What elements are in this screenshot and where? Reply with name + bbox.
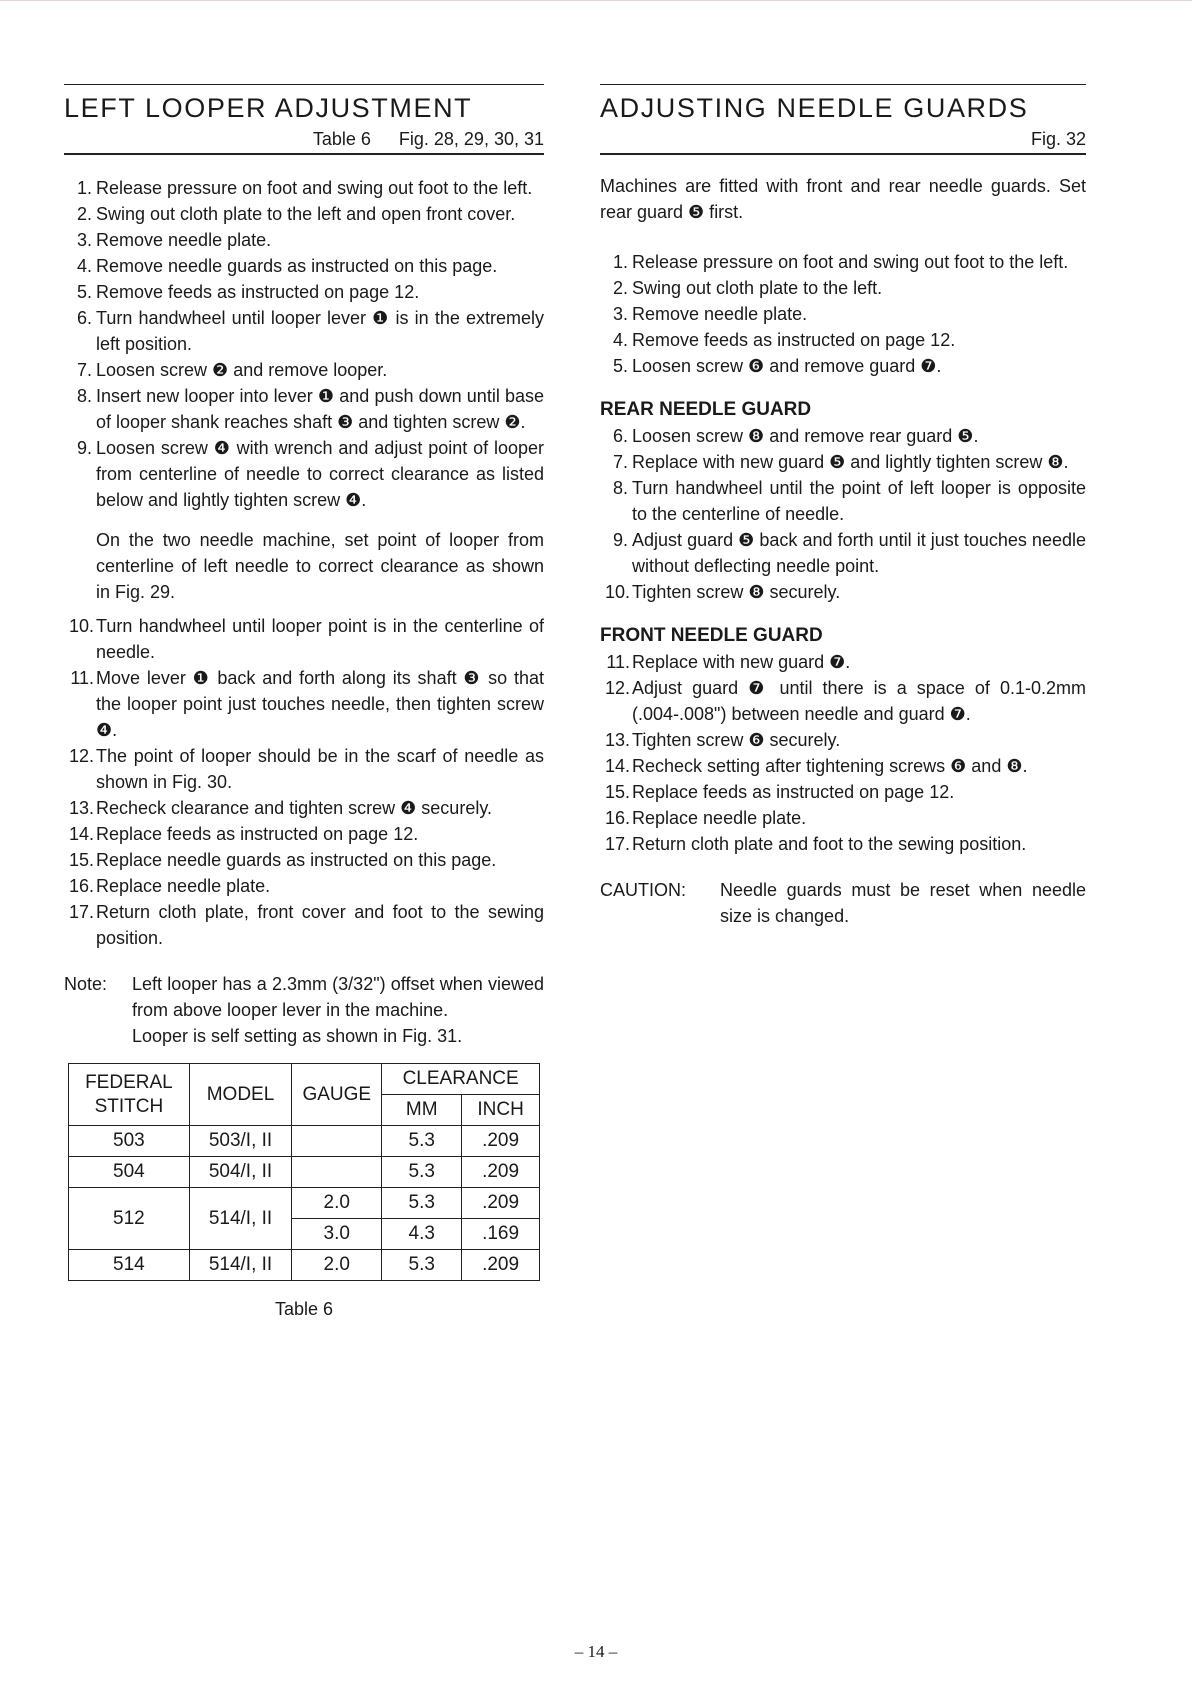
step-text: Adjust guard ❺ back and forth until it just touches needle without deflecting needle point. bbox=[632, 530, 1086, 576]
cell-mm: 5.3 bbox=[382, 1157, 462, 1188]
fig-ref: Fig. 32 bbox=[1030, 129, 1086, 149]
table-caption: Table 6 bbox=[274, 1299, 334, 1319]
cell-federal: 514 bbox=[69, 1250, 190, 1281]
step-text: Remove feeds as instructed on page 12. bbox=[96, 282, 420, 302]
step-number: 2. bbox=[76, 204, 92, 224]
step-item bbox=[600, 327, 1086, 353]
step-number: 17. bbox=[604, 834, 630, 854]
step-number: 14. bbox=[68, 824, 94, 844]
header-mm: MM bbox=[382, 1095, 462, 1126]
cell-model: 503/I, II bbox=[189, 1126, 291, 1157]
cell-mm: 5.3 bbox=[382, 1250, 462, 1281]
clearance-table bbox=[68, 1063, 540, 1281]
step-text: Loosen screw ❽ and remove rear guard ❺. bbox=[632, 426, 979, 446]
cell-gauge: 2.0 bbox=[292, 1188, 382, 1219]
step-number: 12. bbox=[604, 678, 630, 698]
step-text: Turn handwheel until looper lever ❶ is in the extremely left position. bbox=[96, 308, 544, 354]
step-number: 12. bbox=[68, 746, 94, 766]
step-item bbox=[600, 275, 1086, 301]
step-number: 2. bbox=[612, 278, 628, 298]
header-text: STITCH bbox=[94, 1095, 164, 1117]
step-item bbox=[64, 253, 544, 279]
step-text: Replace with new guard ❺ and lightly tighten screw ❽. bbox=[632, 452, 1069, 472]
step-item bbox=[600, 423, 1086, 449]
title-rule-top bbox=[64, 84, 544, 85]
table-ref: Table 6 bbox=[312, 129, 371, 149]
cell-mm: 5.3 bbox=[382, 1126, 462, 1157]
step-number: 8. bbox=[76, 386, 92, 406]
title-rule-bottom bbox=[64, 153, 544, 155]
caution-label: CAUTION: bbox=[600, 880, 687, 900]
step-item bbox=[64, 795, 544, 821]
step-number: 4. bbox=[76, 256, 92, 276]
cell-inch: .169 bbox=[462, 1219, 540, 1250]
step-number: 9. bbox=[612, 530, 628, 550]
cell-gauge: 2.0 bbox=[292, 1250, 382, 1281]
step-item bbox=[64, 847, 544, 873]
step-text: Turn handwheel until the point of left looper is opposite to the centerline of needle. bbox=[632, 478, 1086, 524]
cell-inch: .209 bbox=[462, 1250, 540, 1281]
section-title: LEFT LOOPER ADJUSTMENT bbox=[64, 93, 473, 123]
steps-list bbox=[600, 423, 1086, 605]
figure-reference bbox=[64, 129, 544, 149]
step-item bbox=[600, 675, 1086, 727]
step-number: 8. bbox=[612, 478, 628, 498]
step-text: Loosen screw ❷ and remove looper. bbox=[96, 360, 388, 380]
step-item bbox=[600, 805, 1086, 831]
step-text: Return cloth plate and foot to the sewing position. bbox=[632, 834, 1027, 854]
step-item bbox=[64, 435, 544, 513]
front-guard-heading: FRONT NEEDLE GUARD bbox=[600, 625, 823, 646]
needle-guards-section bbox=[600, 84, 1086, 929]
header-gauge: GAUGE bbox=[292, 1064, 382, 1126]
note-text: Left looper has a 2.3mm (3/32") offset when viewed from above looper lever in the machine. bbox=[132, 974, 544, 1020]
section-title: ADJUSTING NEEDLE GUARDS bbox=[600, 93, 1029, 123]
step-text: Adjust guard ❼ until there is a space of 0.1-0.2mm (.004-.008") between needle and guard ❼. bbox=[632, 678, 1086, 724]
cell-mm: 4.3 bbox=[382, 1219, 462, 1250]
step-number: 5. bbox=[76, 282, 92, 302]
step-text: Loosen screw ❹ with wrench and adjust point of looper from centerline of needle to correct clearance as listed below and lightly tighten screw ❹. bbox=[96, 438, 544, 510]
title-rule-bottom bbox=[600, 153, 1086, 155]
step-item bbox=[600, 649, 1086, 675]
step-item bbox=[600, 753, 1086, 779]
step-number: 11. bbox=[70, 668, 94, 688]
step-item bbox=[64, 201, 544, 227]
cell-federal: 512 bbox=[69, 1188, 190, 1250]
step-text: Remove needle plate. bbox=[96, 230, 272, 250]
note bbox=[64, 971, 544, 1049]
rear-guard-heading: REAR NEEDLE GUARD bbox=[600, 399, 812, 420]
figure-reference bbox=[600, 129, 1086, 149]
cell-federal: 504 bbox=[69, 1157, 190, 1188]
step-text: Replace feeds as instructed on page 12. bbox=[632, 782, 955, 802]
step-item bbox=[64, 175, 544, 201]
step-number: 3. bbox=[76, 230, 92, 250]
step-item bbox=[64, 383, 544, 435]
scan-edge bbox=[0, 0, 1192, 1]
step-text: Tighten screw ❻ securely. bbox=[632, 730, 841, 750]
cell-model: 514/I, II bbox=[189, 1188, 291, 1250]
cell-model: 504/I, II bbox=[189, 1157, 291, 1188]
step-text: Recheck setting after tightening screws ❻ and ❽. bbox=[632, 756, 1028, 776]
header-clearance: CLEARANCE bbox=[382, 1064, 540, 1095]
note-text: Looper is self setting as shown in Fig. 31. bbox=[132, 1026, 463, 1046]
two-needle-note: On the two needle machine, set point of looper from centerline of left needle to correct clearance as shown in Fig. 29. bbox=[96, 530, 544, 602]
step-number: 17. bbox=[68, 902, 94, 922]
step-text: Release pressure on foot and swing out foot to the left. bbox=[632, 252, 1069, 272]
table-row bbox=[69, 1188, 540, 1219]
left-looper-section bbox=[64, 84, 544, 1320]
step-number: 9. bbox=[76, 438, 92, 458]
caution-text: Needle guards must be reset when needle size is changed. bbox=[720, 880, 1086, 926]
step-item bbox=[64, 613, 544, 665]
step-text: Replace needle guards as instructed on this page. bbox=[96, 850, 497, 870]
step-item bbox=[600, 449, 1086, 475]
step-text: Swing out cloth plate to the left and open front cover. bbox=[96, 204, 516, 224]
step-item bbox=[64, 899, 544, 951]
header-federal-stitch bbox=[69, 1064, 190, 1126]
step-number: 16. bbox=[68, 876, 94, 896]
step-text: Remove needle plate. bbox=[632, 304, 808, 324]
step-number: 11. bbox=[606, 652, 630, 672]
step-item bbox=[64, 227, 544, 253]
step-number: 14. bbox=[604, 756, 630, 776]
caution bbox=[600, 877, 1086, 929]
note-label: Note: bbox=[64, 974, 108, 994]
step-item bbox=[64, 279, 544, 305]
step-number: 6. bbox=[612, 426, 628, 446]
step-text: Replace needle plate. bbox=[632, 808, 807, 828]
title-rule-top bbox=[600, 84, 1086, 85]
cell-gauge bbox=[292, 1126, 382, 1157]
step-item bbox=[64, 305, 544, 357]
step-text: The point of looper should be in the scarf of needle as shown in Fig. 30. bbox=[96, 746, 544, 792]
fig-ref: Fig. 28, 29, 30, 31 bbox=[398, 129, 544, 149]
step-text: Recheck clearance and tighten screw ❹ securely. bbox=[96, 798, 492, 818]
table-row bbox=[69, 1250, 540, 1281]
step-text: Loosen screw ❻ and remove guard ❼. bbox=[632, 356, 942, 376]
steps-list bbox=[600, 249, 1086, 379]
step-text: Replace with new guard ❼. bbox=[632, 652, 851, 672]
step-text: Remove feeds as instructed on page 12. bbox=[632, 330, 956, 350]
step-number: 4. bbox=[612, 330, 628, 350]
step-number: 1. bbox=[76, 178, 92, 198]
cell-gauge bbox=[292, 1157, 382, 1188]
step-number: 5. bbox=[612, 356, 628, 376]
table-row bbox=[69, 1126, 540, 1157]
step-number: 10. bbox=[68, 616, 94, 636]
step-item bbox=[64, 743, 544, 795]
cell-inch: .209 bbox=[462, 1126, 540, 1157]
step-text: Tighten screw ❽ securely. bbox=[632, 582, 841, 602]
step-text: Insert new looper into lever ❶ and push down until base of looper shank reaches shaft ❸ and tighten screw ❷. bbox=[96, 386, 544, 432]
step-item bbox=[64, 821, 544, 847]
cell-federal: 503 bbox=[69, 1126, 190, 1157]
step-item bbox=[600, 579, 1086, 605]
step-number: 7. bbox=[612, 452, 628, 472]
step-number: 10. bbox=[604, 582, 630, 602]
page-number: – 14 – bbox=[574, 1642, 618, 1661]
cell-inch: .209 bbox=[462, 1157, 540, 1188]
step-number: 1. bbox=[612, 252, 628, 272]
step-item bbox=[600, 353, 1086, 379]
header-text: FEDERAL bbox=[85, 1071, 173, 1093]
step-item bbox=[600, 727, 1086, 753]
step-number: 3. bbox=[612, 304, 628, 324]
step-text: Swing out cloth plate to the left. bbox=[632, 278, 883, 298]
step-number: 7. bbox=[76, 360, 92, 380]
step-number: 13. bbox=[68, 798, 94, 818]
step-text: Turn handwheel until looper point is in the centerline of needle. bbox=[96, 616, 544, 662]
step-item bbox=[600, 831, 1086, 857]
step-item bbox=[600, 475, 1086, 527]
step-text: Move lever ❶ back and forth along its shaft ❸ so that the looper point just touches needle, then tighten screw ❹. bbox=[96, 668, 544, 740]
step-number: 15. bbox=[68, 850, 94, 870]
cell-inch: .209 bbox=[462, 1188, 540, 1219]
intro-text: Machines are fitted with front and rear needle guards. Set rear guard ❺ first. bbox=[600, 176, 1086, 222]
step-item bbox=[64, 873, 544, 899]
step-item bbox=[600, 301, 1086, 327]
step-item bbox=[64, 357, 544, 383]
header-inch: INCH bbox=[462, 1095, 540, 1126]
cell-gauge: 3.0 bbox=[292, 1219, 382, 1250]
step-text: Release pressure on foot and swing out foot to the left. bbox=[96, 178, 533, 198]
step-number: 15. bbox=[604, 782, 630, 802]
step-item bbox=[64, 665, 544, 743]
step-text: Replace needle plate. bbox=[96, 876, 271, 896]
step-text: Replace feeds as instructed on page 12. bbox=[96, 824, 419, 844]
steps-list bbox=[64, 613, 544, 951]
cell-mm: 5.3 bbox=[382, 1188, 462, 1219]
note-body bbox=[132, 971, 544, 1049]
header-model: MODEL bbox=[189, 1064, 291, 1126]
step-item bbox=[600, 249, 1086, 275]
step-number: 16. bbox=[604, 808, 630, 828]
step-number: 13. bbox=[604, 730, 630, 750]
table-row bbox=[69, 1157, 540, 1188]
step-item bbox=[600, 527, 1086, 579]
step-item bbox=[600, 779, 1086, 805]
step-text: Return cloth plate, front cover and foot to the sewing position. bbox=[96, 902, 544, 948]
cell-model: 514/I, II bbox=[189, 1250, 291, 1281]
step-number: 6. bbox=[76, 308, 92, 328]
steps-list bbox=[600, 649, 1086, 857]
steps-list bbox=[64, 175, 544, 513]
step-text: Remove needle guards as instructed on this page. bbox=[96, 256, 498, 276]
